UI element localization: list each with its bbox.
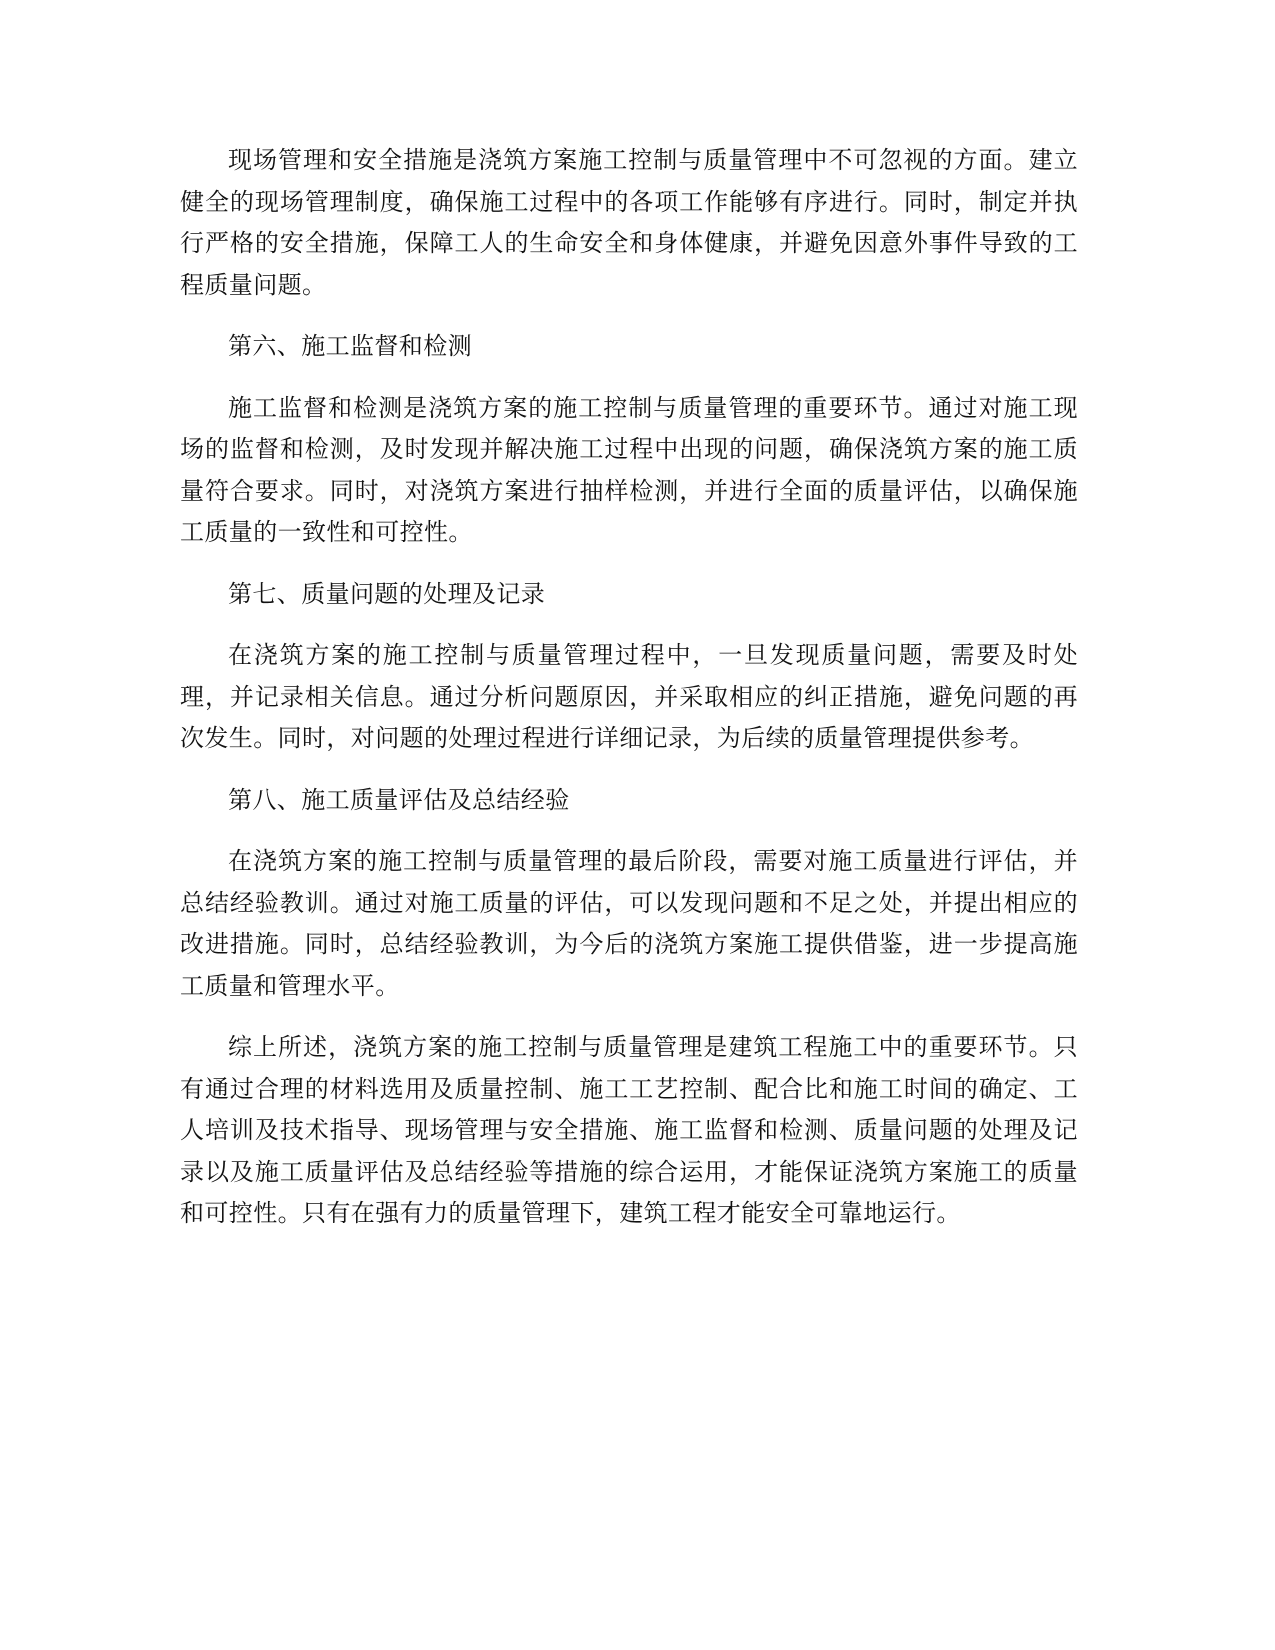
- paragraph-supervision-testing: 施工监督和检测是浇筑方案的施工控制与质量管理的重要环节。通过对施工现场的监督和检测，及时发现并解决施工过程中出现的问题，确保浇筑方案的施工质量符合要求。同时，对浇筑方案进行抽样检测，并进行全面的质量评估，以确保施工质量的一致性和可控性。: [180, 393, 1078, 546]
- paragraph-site-safety: 现场管理和安全措施是浇筑方案施工控制与质量管理中不可忽视的方面。建立健全的现场管理制度，确保施工过程中的各项工作能够有序进行。同时，制定并执行严格的安全措施，保障工人的生命安全和身体健康，并避免因意外事件导致的工程质量问题。: [180, 146, 1078, 299]
- paragraph-quality-issues: 在浇筑方案的施工控制与质量管理过程中，一旦发现质量问题，需要及时处理，并记录相关信息。通过分析问题原因，并采取相应的纠正措施，避免问题的再次发生。同时，对问题的处理过程进行详细记录，为后续的质量管理提供参考。: [180, 641, 1078, 752]
- section-heading-8: 第八、施工质量评估及总结经验: [228, 785, 570, 814]
- section-heading-6: 第六、施工监督和检测: [228, 332, 472, 360]
- paragraph-summary: 综上所述，浇筑方案的施工控制与质量管理是建筑工程施工中的重要环节。只有通过合理的材料选用及质量控制、施工工艺控制、配合比和施工时间的确定、工人培训及技术指导、现场管理与安全措施、施工监督和检测、质量问题的处理及记录以及施工质量评估及总结经验等措施的综合运用，才能保证浇筑方案施工的质量和可控性。只有在强有力的质量管理下，建筑工程才能安全可靠地运行。: [180, 1033, 1078, 1227]
- document-body: [180, 140, 1078, 1255]
- section-heading-7: 第七、质量问题的处理及记录: [228, 579, 546, 608]
- paragraph-quality-evaluation: 在浇筑方案的施工控制与质量管理的最后阶段，需要对施工质量进行评估，并总结经验教训。通过对施工质量的评估，可以发现问题和不足之处，并提出相应的改进措施。同时，总结经验教训，为今后的浇筑方案施工提供借鉴，进一步提高施工质量和管理水平。: [180, 847, 1078, 1000]
